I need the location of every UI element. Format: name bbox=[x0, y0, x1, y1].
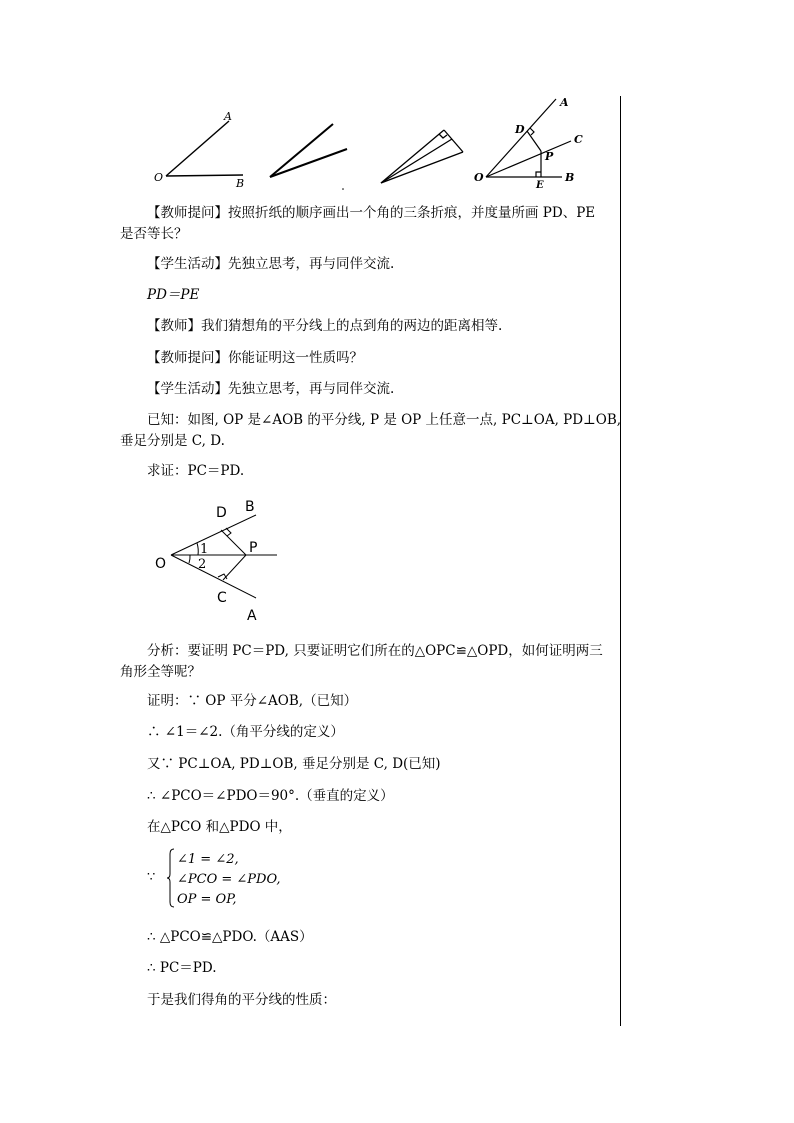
proof-step-2: ∴ ∠1＝∠2.（角平分线的定义） bbox=[147, 724, 344, 740]
teacher-conjecture: 【教师】我们猜想角的平分线上的点到角的两边的距离相等. bbox=[147, 318, 503, 334]
label-O-panel4: O bbox=[474, 171, 484, 184]
label-D: D bbox=[216, 505, 227, 521]
label-O-panel1: O bbox=[154, 171, 164, 184]
student-activity-2: 【学生活动】先独立思考，再与同伴交流. bbox=[147, 381, 395, 397]
panel1-angle bbox=[166, 121, 243, 176]
given-statement: 已知：如图, OP 是∠AOB 的平分线, P 是 OP 上任意一点, PC⊥OA, PD⊥OB, 垂足分别是 C, D. bbox=[120, 412, 622, 449]
teacher-question-1: 【教师提问】按照折纸的顺序画出一个角的三条折痕，并度量所画 PD、PE 是否等长？ bbox=[120, 205, 596, 242]
analysis: 分析：要证明 PC＝PD, 只要证明它们所在的△OPC≌△OPD，如何证明两三 角形全等呢？ bbox=[120, 643, 603, 680]
proof-step-3: 又∵ PC⊥OA, PD⊥OB, 垂足分别是 C, D(已知) bbox=[147, 756, 441, 772]
to-prove: 求证：PC＝PD. bbox=[147, 463, 245, 479]
label-E-panel4: E bbox=[536, 180, 544, 191]
figure-angle-bisector bbox=[150, 495, 285, 625]
label-B-panel4: B bbox=[565, 171, 575, 184]
label-A-panel4: A bbox=[560, 96, 569, 109]
proof-step-1: 证明：∵ OP 平分∠AOB,（已知） bbox=[147, 693, 358, 709]
proof-step-4: ∴ ∠PCO＝∠PDO＝90°.（垂直的定义） bbox=[147, 788, 394, 804]
proof-conclusion-equal: ∴ PC＝PD. bbox=[147, 960, 217, 976]
label-O: O bbox=[155, 556, 167, 572]
label-C: C bbox=[217, 590, 227, 606]
congruence-system bbox=[147, 848, 307, 910]
system-row-1: ∠1 = ∠2, bbox=[177, 852, 239, 867]
teacher-question-2: 【教师提问】你能证明这一性质吗？ bbox=[147, 350, 363, 366]
panel2-fold bbox=[270, 124, 347, 177]
label-B-panel1: B bbox=[236, 177, 245, 190]
label-C-panel4: C bbox=[574, 133, 583, 146]
student-activity-1: 【学生活动】先独立思考，再与同伴交流. bbox=[147, 256, 395, 272]
proof-step-5: 在△PCO 和△PDO 中， bbox=[147, 819, 292, 835]
system-row-3: OP = OP, bbox=[177, 892, 237, 907]
property-intro: 于是我们得角的平分线的性质： bbox=[147, 992, 336, 1008]
label-P: P bbox=[249, 540, 258, 556]
page-margin-line bbox=[620, 96, 621, 1026]
system-row-2: ∠PCO = ∠PDO, bbox=[177, 872, 281, 887]
label-B: B bbox=[245, 499, 255, 515]
figure-folding-steps bbox=[145, 95, 595, 195]
because-symbol: ∵ bbox=[147, 870, 156, 885]
result-pd-pe: PD＝PE bbox=[147, 287, 200, 303]
label-A: A bbox=[247, 608, 257, 624]
panel3-fold bbox=[381, 130, 463, 183]
label-A-panel1: A bbox=[224, 110, 232, 123]
label-P-panel4: P bbox=[545, 150, 554, 163]
left-brace bbox=[167, 848, 175, 908]
label-1: 1 bbox=[200, 542, 209, 557]
proof-conclusion-congruent: ∴ △PCO≌△PDO.（AAS） bbox=[147, 929, 313, 945]
panel4-bisector-figure bbox=[486, 99, 571, 177]
label-D-panel4: D bbox=[515, 123, 525, 136]
label-2: 2 bbox=[198, 557, 207, 572]
